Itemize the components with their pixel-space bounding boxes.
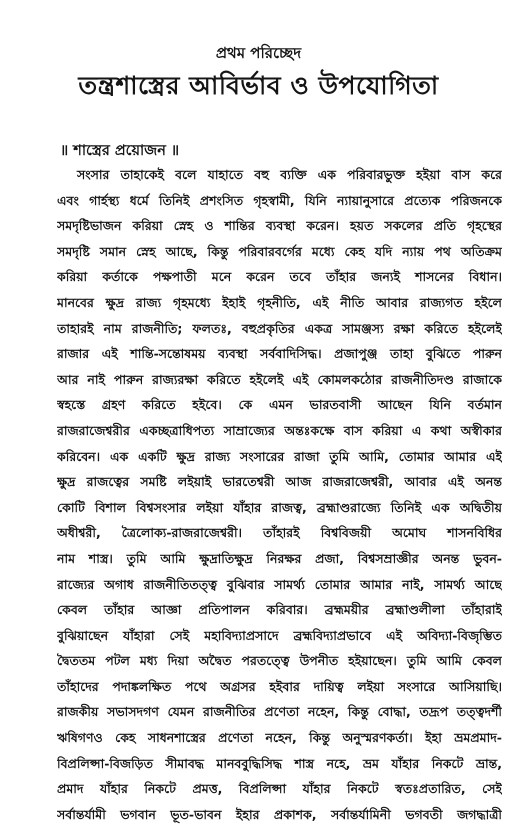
body-line: সমদৃষ্টি সমান স্নেহ আছে, কিন্তু পরিবারবর্গের মধ্যে কেহ যদি ন্যায় পথ অতিক্রম <box>57 243 502 259</box>
body-line: রাজরাজেশ্বরীর একচ্ছত্রাধিপত্য সাম্রাজ্যের অন্তঃকক্ষে বাস করিয়া এ কথা অস্বীকার <box>57 422 502 438</box>
body-line: তাঁহাদের পদাঙ্কলক্ষিত পথে অগ্রসর হইবার দায়িত্ব লইয়া সংসারে আসিয়াছি। <box>57 678 502 694</box>
body-line: কোটি বিশাল বিশ্বসংসার লইয়া যাঁহার রাজত্ব, ব্রহ্মাণ্ডরাজ্যে তিনিই এক অদ্বিতীয় <box>57 499 502 515</box>
body-line: বুঝিয়াছেন যাঁহারা সেই মহাবিদ্যাপ্রসাদে ব্রহ্মবিদ্যাপ্রভাবে এই অবিদ্যা-বিজৃম্ভিত <box>57 627 502 643</box>
body-line: প্রমাদ যাঁহার নিকটে প্রমত্ত, বিপ্রলিপ্সা যাঁহার নিকটে স্বতঃপ্রতারিত, সেই <box>57 781 502 797</box>
body-line: তাহারই নাম রাজনীতি; ফলতঃ, বহুপ্রকৃতির একত্র সামঞ্জস্য রক্ষা করিতে হইলেই <box>57 320 502 336</box>
body-line: সমদৃষ্টিভাজন করিয়া স্নেহ ও শান্তির ব্যবস্থা করেন। হয়ত সকলের প্রতি গৃহস্থের <box>57 218 502 234</box>
body-line: আর নাই পারুন রাজ্যরক্ষা করিতে হইলেই এই কোমলকঠোর রাজনীতিদণ্ড রাজাকে <box>57 371 502 387</box>
page-title: তন্ত্রশাস্ত্রের আবির্ভাব ও উপযোগিতা <box>78 71 439 100</box>
body-line: করিবেন। এক একটি ক্ষুদ্র রাজ্য সংসারের রাজা তুমি আমি, তোমার আমার এই <box>57 448 502 464</box>
chapter-label: প্রথম পরিচ্ছেদ <box>215 44 302 62</box>
body-line: সংসার তাহাকেই বলে যাহাতে বহু ব্যক্তি এক পরিবারভুক্ত হইয়া বাস করে <box>77 167 502 182</box>
body-line: করিয়া কর্তাকে পক্ষপাতী মনে করেন তবে তাঁহার জন্যই শাসনের বিধান। <box>57 269 502 285</box>
body-line: সর্বান্তর্যামী ভগবান ভূত-ভাবন ইহার প্রকাশক, সর্বান্তর্যামিনী ভগবতী জগদ্ধাত্রী <box>57 806 502 822</box>
body-line: এবং গার্হস্থ্য ধর্মে তিনিই প্রশংসিত গৃহস্বামী, যিনি ন্যায়ানুসারে প্রত্যেক পরিজনকে <box>57 192 502 208</box>
body-line: কেবল তাঁহার আজ্ঞা প্রতিপালন করিবার। ব্রহ্মময়ীর ব্রহ্মাণ্ডলীলা তাঁহারাই <box>57 602 502 618</box>
body-line: ক্ষুদ্র রাজত্বের সমষ্টি লইয়াই ভারতেশ্বরী আজ রাজরাজেশ্বরী, আবার এই অনন্ত <box>57 474 502 490</box>
body-line: মানবের ক্ষুদ্র রাজ্য গৃহমধ্যে ইহাই গৃহনীতি, এই নীতি আবার রাজ্যগত হইলে <box>57 294 502 310</box>
body-line: রাজ্যের অগাধ রাজনীতিতত্ত্ব বুঝিবার সামর্থ্য তোমার আমার নাই, সামর্থ্য আছে <box>57 576 502 592</box>
body-line: রাজার এই শান্তি-সন্তোষময় ব্যবস্থা সর্ববাদিসিদ্ধ। প্রজাপুঞ্জ তাহা বুঝিতে পারুন <box>57 346 502 362</box>
body-line: রাজকীয় সভাসদগণ যেমন রাজনীতির প্রণেতা নহেন, কিন্তু বোদ্ধা, তদ্রূপ তত্ত্বদর্শী <box>57 704 502 720</box>
body-line: ঋষিগণও কেহ সাধনশাস্ত্রের প্রণেতা নহেন, কিন্তু অনুস্মরণকর্তা। ইহা ভ্রমপ্রমাদ- <box>57 730 502 746</box>
section-heading: ॥ শাস্ত্রের প্রয়োজন ॥ <box>60 143 180 159</box>
body-line: অধীশ্বরী, ত্রৈলোক্য-রাজরাজেশ্বরী। তাঁহারই বিশ্ববিজয়ী অমোঘ শাসনবিধির <box>57 525 502 541</box>
body-line: স্বহস্তে গ্রহণ করিতে হইবে। কে এমন ভারতবাসী আছেন যিনি বর্তমান <box>57 397 502 413</box>
body-line: নাম শাস্ত্র। তুমি আমি ক্ষুদ্রাতিক্ষুদ্র নিরক্ষর প্রজা, বিশ্বসম্রাজ্ঞীর অনন্ত ভুবন- <box>57 550 502 566</box>
body-line: দ্বৈততম পটল মধ্য দিয়া অদ্বৈত পরতত্ত্বে উপনীত হইয়াছেন। তুমি আমি কেবল <box>57 653 502 669</box>
body-line: বিপ্রলিপ্সা-বিজড়িত সীমাবদ্ধ মানববুদ্ধিসিদ্ধ শাস্ত্র নহে, ভ্রম যাঁহার নিকটে ভ্রান্ত, <box>57 755 502 771</box>
body-text <box>57 162 502 827</box>
